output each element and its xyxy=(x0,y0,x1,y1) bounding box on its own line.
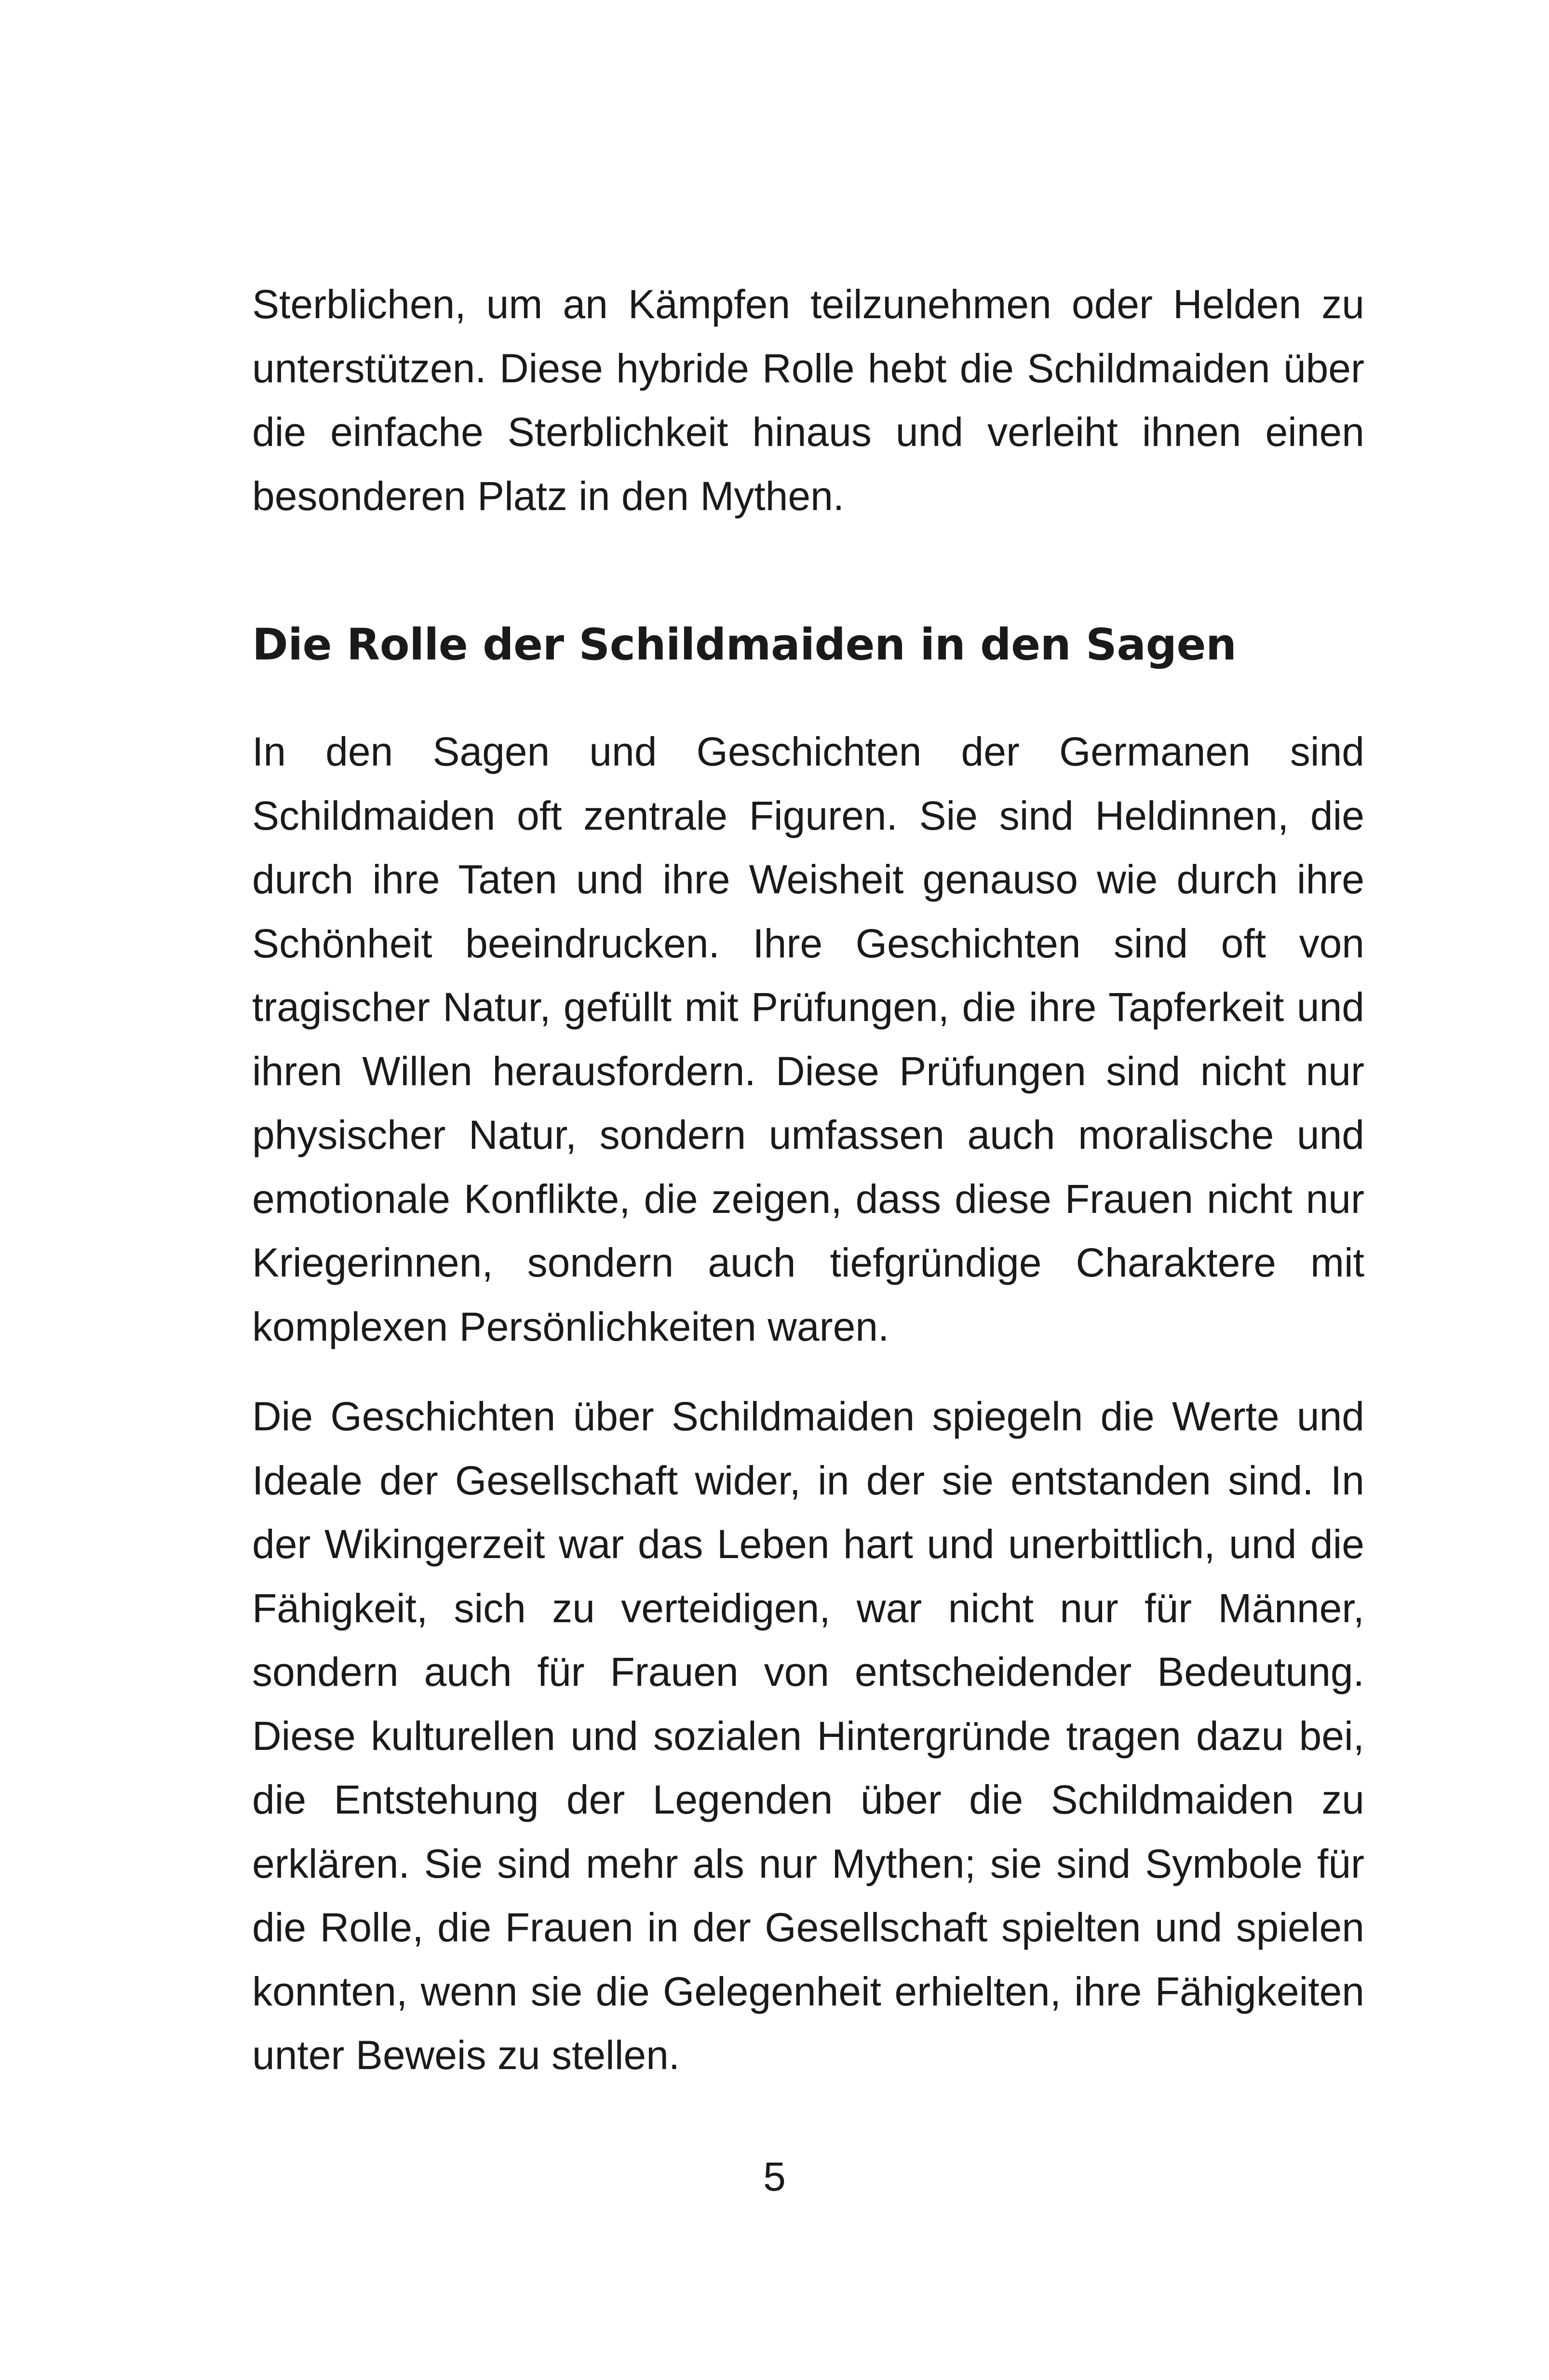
section-heading: Die Rolle der Schildmaiden in den Sagen xyxy=(252,619,1237,670)
page-content xyxy=(252,272,1364,2087)
page-number: 5 xyxy=(763,2154,786,2199)
body-paragraph-2: Die Geschichten über Schildmaiden spiegeln die Werte und Ideale der Gesellschaft wider, in der sie entstanden sind. In der Wikingerzeit war das Leben hart und unerbittlich, und die Fähigkeit, sich zu verteidigen, war nicht nur für Männer, sondern auch für Frauen von entscheidender Bedeutung. Diese kulturellen und sozialen Hintergründe tragen dazu bei, die Entstehung der Legenden über die Schildmaiden zu erklären. Sie sind mehr als nur Mythen; sie sind Symbole für die Rolle, die Frauen in der Gesellschaft spielten und spielen konnten, wenn sie die Gelegenheit erhielten, ihre Fähigkeiten unter Beweis zu stellen. xyxy=(252,1394,1364,2078)
continued-paragraph: Sterblichen, um an Kämpfen teilzunehmen oder Helden zu unterstützen. Diese hybride Rolle hebt die Schildmaiden über die einfache Sterblichkeit hinaus und verleiht ihnen einen besonderen Platz in den Mythen. xyxy=(252,282,1364,519)
body-paragraph-1: In den Sagen und Geschichten der Germanen sind Schildmaiden oft zentrale Figuren. Sie sind Heldinnen, die durch ihre Taten und ihre Weisheit genauso wie durch ihre Schönheit beeindrucken. Ihre Geschichten sind oft von tragischer Natur, gefüllt mit Prüfungen, die ihre Tapferkeit und ihren Willen herausfordern. Diese Prüfungen sind nicht nur physischer Natur, sondern umfassen auch moralische und emotionale Konflikte, die zeigen, dass diese Frauen nicht nur Kriegerinnen, sondern auch tiefgründige Charaktere mit komplexen Persönlichkeiten waren. xyxy=(252,729,1364,1349)
